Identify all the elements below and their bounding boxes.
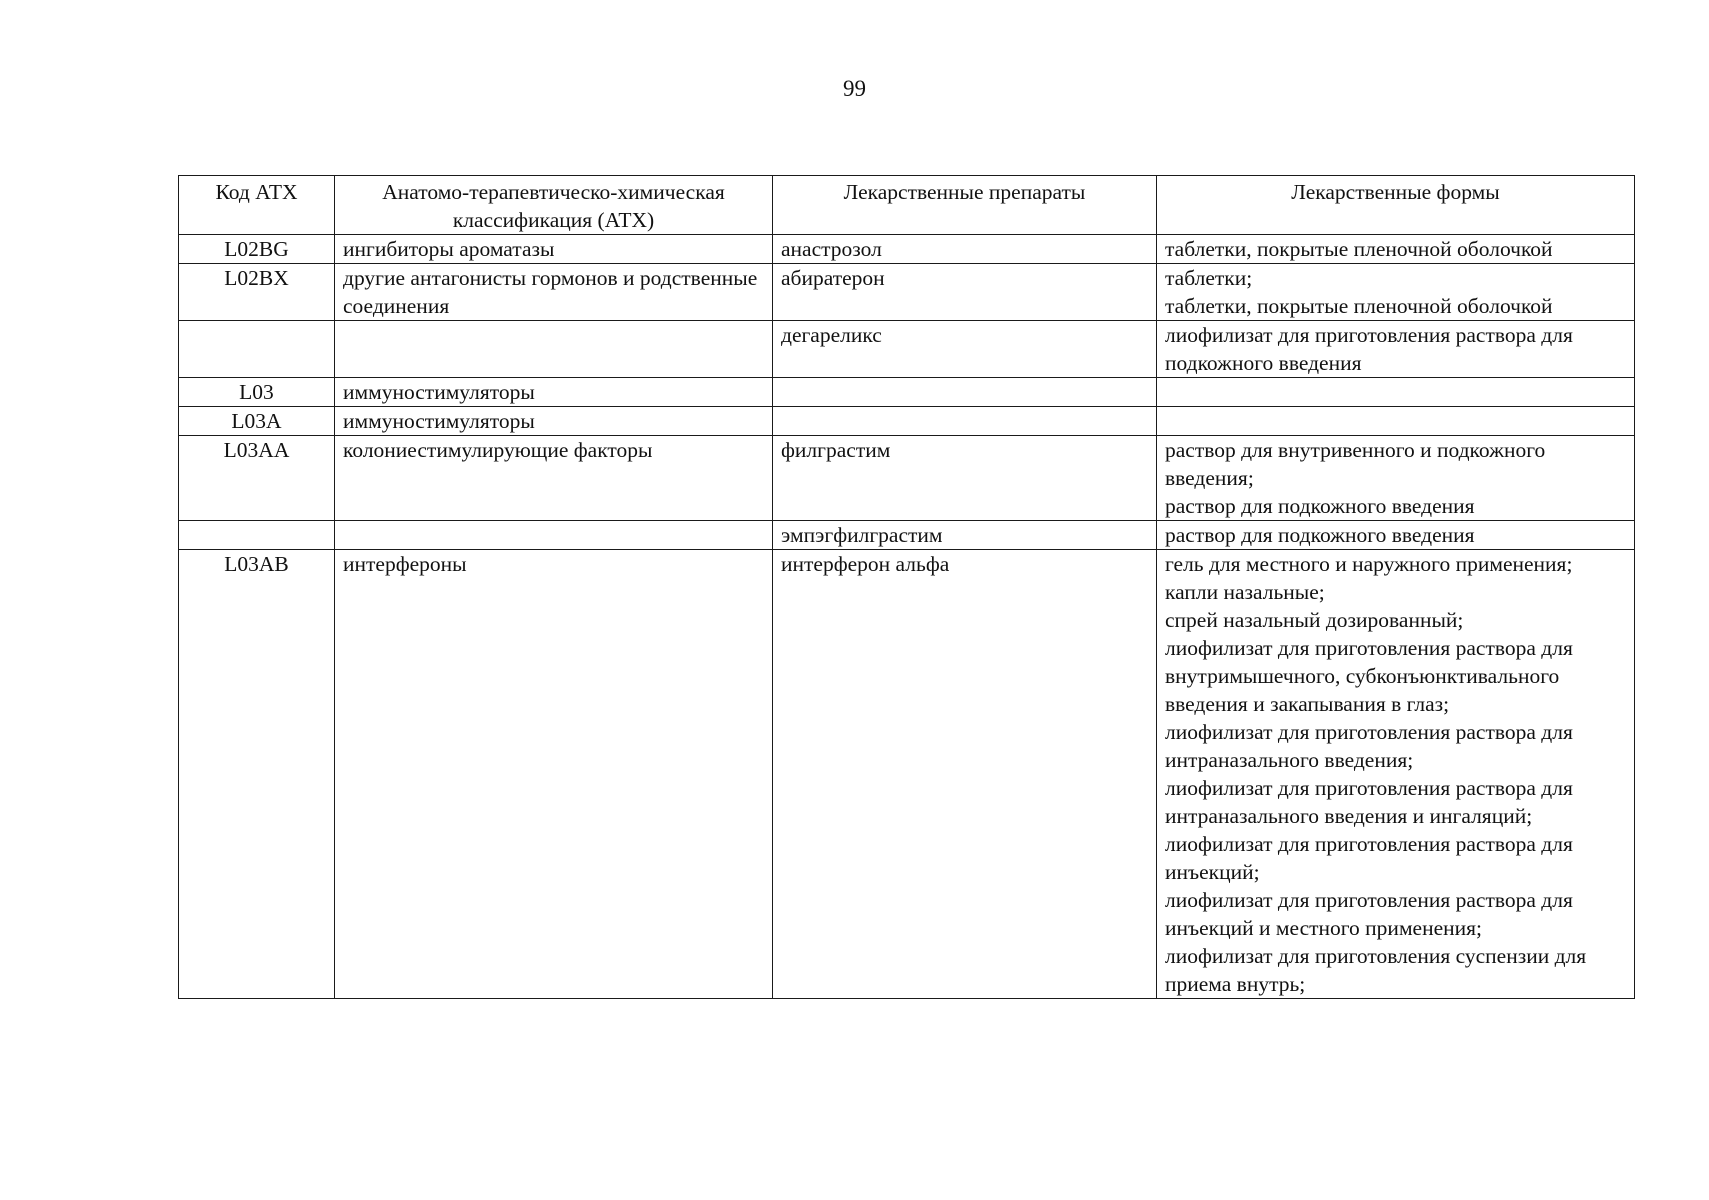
header-code: Код АТХ xyxy=(179,176,335,235)
cell-forms xyxy=(1157,321,1635,378)
table-row xyxy=(179,264,1635,321)
form-item: гель для местного и наружного применения; xyxy=(1165,552,1573,576)
cell-forms xyxy=(1157,264,1635,321)
cell-code: L03AB xyxy=(179,550,335,999)
cell-drug: эмпэгфилграстим xyxy=(773,521,1157,550)
table-header-row xyxy=(179,176,1635,235)
cell-forms xyxy=(1157,407,1635,436)
cell-drug: дегареликс xyxy=(773,321,1157,378)
cell-drug: филграстим xyxy=(773,436,1157,521)
cell-code: L03AA xyxy=(179,436,335,521)
cell-drug xyxy=(773,378,1157,407)
form-item: лиофилизат для приготовления раствора для интраназального введения и ингаляций; xyxy=(1165,776,1573,828)
cell-classification: иммуностимуляторы xyxy=(335,378,773,407)
cell-classification xyxy=(335,321,773,378)
cell-classification: колониестимулирующие факторы xyxy=(335,436,773,521)
cell-code: L02BG xyxy=(179,235,335,264)
form-item: таблетки, покрытые пленочной оболочкой xyxy=(1165,294,1553,318)
form-item: лиофилизат для приготовления раствора для интраназального введения; xyxy=(1165,720,1573,772)
form-item: лиофилизат для приготовления раствора для внутримышечного, субконъюнктивального введения и закапывания в глаз; xyxy=(1165,636,1573,716)
form-item: спрей назальный дозированный; xyxy=(1165,608,1464,632)
table-row xyxy=(179,550,1635,999)
page-number: 99 xyxy=(843,76,866,101)
cell-forms xyxy=(1157,550,1635,999)
cell-classification: другие антагонисты гормонов и родственные соединения xyxy=(335,264,773,321)
atx-table xyxy=(178,175,1635,999)
header-forms: Лекарственные формы xyxy=(1157,176,1635,235)
table-row xyxy=(179,521,1635,550)
form-item: капли назальные; xyxy=(1165,580,1325,604)
cell-code: L03 xyxy=(179,378,335,407)
table-row xyxy=(179,436,1635,521)
table-row xyxy=(179,407,1635,436)
cell-code: L02BX xyxy=(179,264,335,321)
form-item: таблетки; xyxy=(1165,266,1253,290)
form-item: лиофилизат для приготовления суспензии для приема внутрь; xyxy=(1165,944,1587,996)
cell-drug: анастрозол xyxy=(773,235,1157,264)
form-item: лиофилизат для приготовления раствора для инъекций и местного применения; xyxy=(1165,888,1573,940)
form-item: раствор для подкожного введения xyxy=(1165,494,1475,518)
cell-forms xyxy=(1157,235,1635,264)
cell-forms xyxy=(1157,436,1635,521)
form-item: таблетки, покрытые пленочной оболочкой xyxy=(1165,237,1553,261)
cell-drug: интерферон альфа xyxy=(773,550,1157,999)
cell-forms xyxy=(1157,521,1635,550)
cell-classification: иммуностимуляторы xyxy=(335,407,773,436)
cell-drug: абиратерон xyxy=(773,264,1157,321)
header-classification: Анатомо-терапевтическо-химическая классификация (АТХ) xyxy=(335,176,773,235)
cell-code xyxy=(179,321,335,378)
cell-code: L03A xyxy=(179,407,335,436)
form-item: раствор для подкожного введения xyxy=(1165,523,1475,547)
form-item: лиофилизат для приготовления раствора для инъекций; xyxy=(1165,832,1573,884)
table-row xyxy=(179,235,1635,264)
table-row xyxy=(179,378,1635,407)
cell-code xyxy=(179,521,335,550)
cell-classification: ингибиторы ароматазы xyxy=(335,235,773,264)
cell-forms xyxy=(1157,378,1635,407)
form-item: лиофилизат для приготовления раствора для подкожного введения xyxy=(1165,323,1573,375)
form-item: раствор для внутривенного и подкожного введения; xyxy=(1165,438,1546,490)
cell-drug xyxy=(773,407,1157,436)
table-row xyxy=(179,321,1635,378)
cell-classification: интерфероны xyxy=(335,550,773,999)
cell-classification xyxy=(335,521,773,550)
header-drug: Лекарственные препараты xyxy=(773,176,1157,235)
table-body xyxy=(179,235,1635,999)
